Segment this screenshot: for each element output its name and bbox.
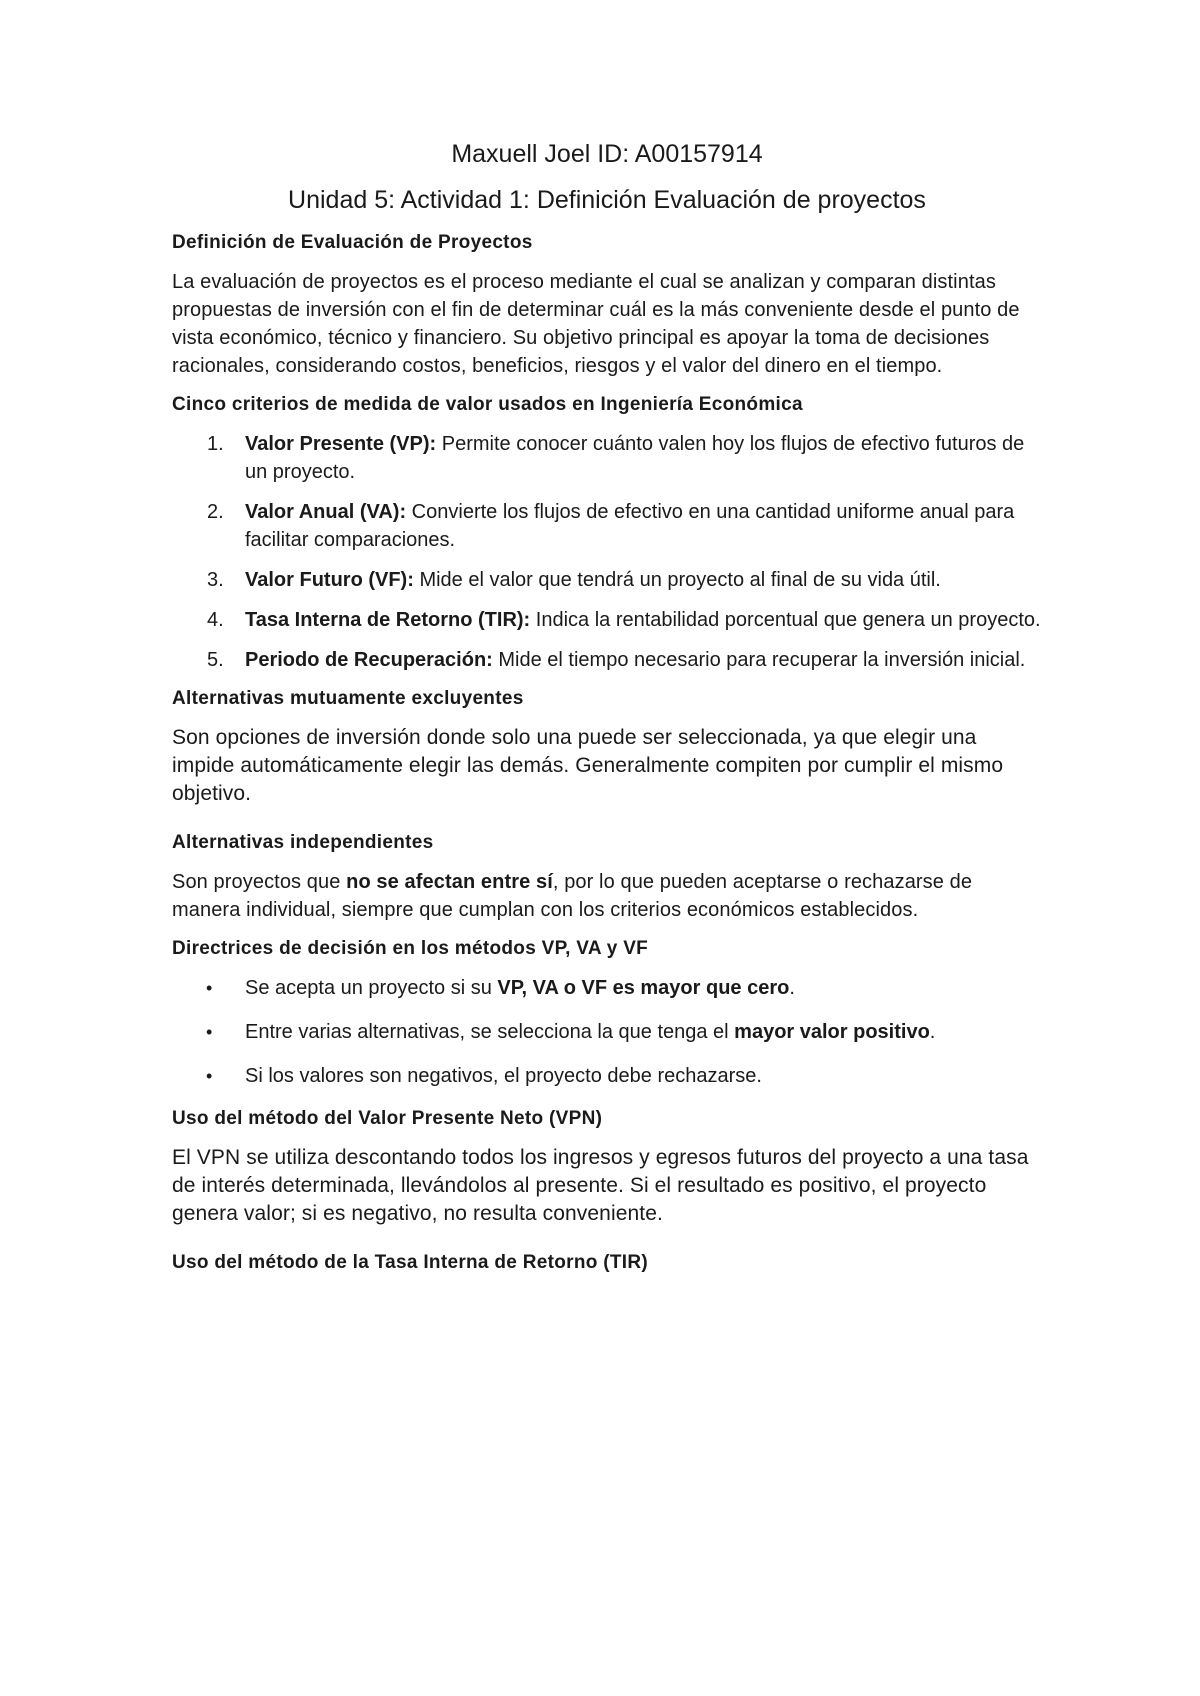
heading-vpn: Uso del método del Valor Presente Neto (VPN) (172, 1108, 603, 1129)
bullet-icon: • (206, 1066, 213, 1086)
text-fragment: . (929, 1021, 936, 1043)
text-fragment: Son proyectos que (172, 871, 347, 893)
term: Periodo de Recuperación: (245, 649, 493, 671)
list-number: 4. (207, 609, 224, 631)
list-item (172, 1018, 1042, 1046)
list-item (172, 1062, 1042, 1090)
term: Valor Futuro (VF): (245, 569, 414, 591)
description: Mide el valor que tendrá un proyecto al final de su vida útil. (413, 569, 941, 591)
bullet-icon: • (206, 978, 213, 998)
emphasis: mayor valor positivo (734, 1021, 930, 1043)
paragraph-vpn: El VPN se utiliza descontando todos los ingresos y egresos futuros del proyecto a una tasa de interés determinada, llevándolos al presente. Si el resultado es positivo, el proyecto genera valor; si es negativo, no resulta conveniente. (172, 1146, 1029, 1225)
description: Indica la rentabilidad porcentual que genera un proyecto. (530, 609, 1041, 631)
text-fragment: , por lo que pueden aceptarse o rechazarse de manera individual, siempre que cumplan con los criterios económicos establecidos. (172, 871, 973, 921)
emphasis: VP, VA o VF es mayor que cero (497, 977, 790, 999)
paragraph-excluyentes: Son opciones de inversión donde solo una puede ser seleccionada, ya que elegir una impide automáticamente elegir las demás. Generalmente compiten por cumplir el mismo objetivo. (172, 726, 1004, 805)
list-item (172, 974, 1042, 1002)
term: Valor Presente (VP): (245, 433, 437, 455)
text-fragment: Si los valores son negativos, el proyecto debe rechazarse. (245, 1065, 762, 1087)
text-fragment: . (789, 977, 795, 999)
author-title: Maxuell Joel ID: A00157914 (451, 140, 763, 168)
list-number: 1. (207, 433, 224, 455)
list-number: 2. (207, 501, 224, 523)
document-page (172, 138, 1042, 1288)
emphasis: no se afectan entre sí (346, 871, 553, 893)
text-fragment: Entre varias alternativas, se selecciona la que tenga el (245, 1021, 735, 1043)
paragraph-definicion: La evaluación de proyectos es el proceso mediante el cual se analizan y comparan distintas propuestas de inversión con el fin de determinar cuál es la más conveniente desde el punto de vista económico, técnico y financiero. Su objetivo principal es apoyar la toma de decisiones racionales, considerando costos, beneficios, riesgos y el valor del dinero en el tiempo. (172, 271, 1020, 377)
text-fragment: Se acepta un proyecto si su (245, 977, 498, 999)
heading-criterios: Cinco criterios de medida de valor usados en Ingeniería Económica (172, 394, 803, 415)
list-item (172, 566, 1042, 594)
list-item (172, 606, 1042, 634)
bullet-icon: • (206, 1022, 213, 1042)
term: Valor Anual (VA): (245, 501, 407, 523)
description: Permite conocer cuánto valen hoy los flujos de efectivo futuros de un proyecto. (245, 433, 1025, 483)
list-item (172, 430, 1042, 486)
heading-tir: Uso del método de la Tasa Interna de Retorno (TIR) (172, 1252, 648, 1273)
heading-definicion: Definición de Evaluación de Proyectos (172, 232, 533, 253)
list-item (172, 498, 1042, 554)
unit-title: Unidad 5: Actividad 1: Definición Evaluación de proyectos (288, 186, 926, 214)
criterios-list (172, 430, 1042, 674)
list-number: 3. (207, 569, 224, 591)
paragraph-independientes (172, 868, 1042, 924)
list-item (172, 646, 1042, 674)
description: Mide el tiempo necesario para recuperar la inversión inicial. (492, 649, 1026, 671)
description: Convierte los flujos de efectivo en una cantidad uniforme anual para facilitar comparaciones. (245, 501, 1015, 551)
heading-independientes: Alternativas independientes (172, 832, 434, 853)
directrices-list (172, 974, 1042, 1090)
list-number: 5. (207, 649, 224, 671)
term: Tasa Interna de Retorno (TIR): (245, 609, 531, 631)
heading-directrices: Directrices de decisión en los métodos VP, VA y VF (172, 938, 649, 959)
heading-excluyentes: Alternativas mutuamente excluyentes (172, 688, 524, 709)
